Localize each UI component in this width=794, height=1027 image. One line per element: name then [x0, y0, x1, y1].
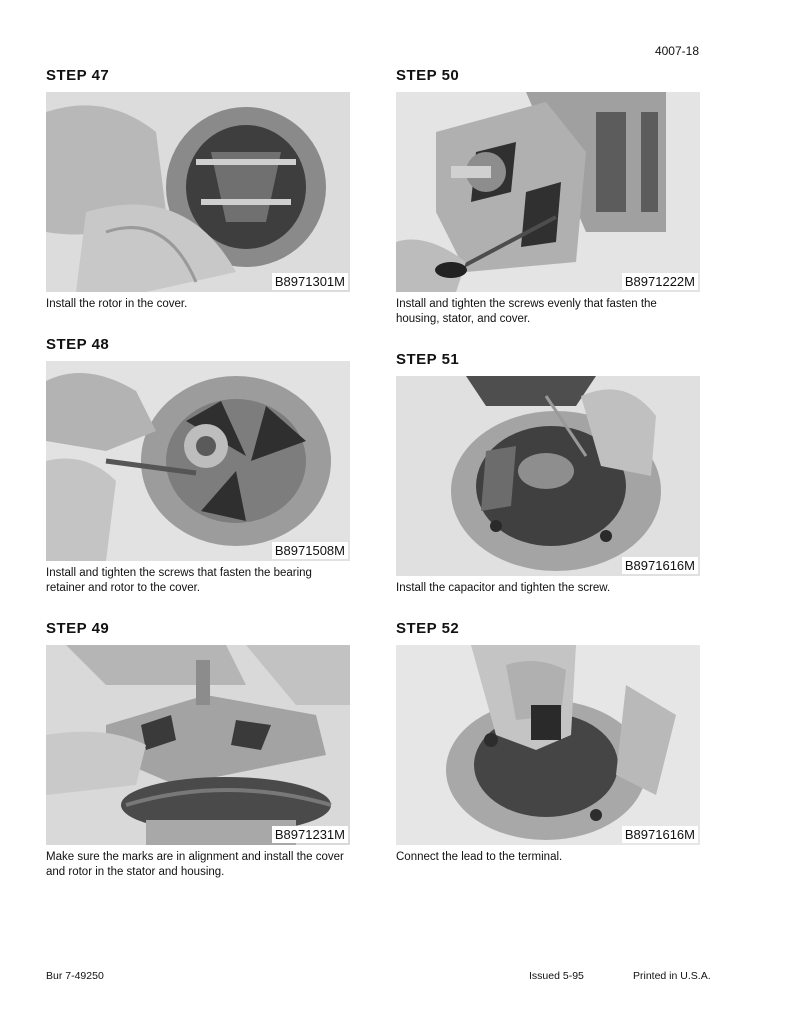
- step-caption: Install the rotor in the cover.: [46, 298, 188, 310]
- step-52: [396, 620, 700, 865]
- figure-code: B8971508M: [272, 542, 348, 559]
- step-photo: [46, 361, 350, 561]
- step-title: STEP 47: [46, 67, 110, 84]
- step-photo: [46, 645, 350, 845]
- step-47: [46, 67, 350, 312]
- step-49: [46, 620, 350, 880]
- figure-code: B8971301M: [272, 273, 348, 290]
- step-photo: [396, 92, 700, 292]
- cover-stator-alignment-photo: [46, 645, 350, 845]
- figure-code: B8971222M: [622, 273, 698, 290]
- step-caption: Install and tighten the screws that fasten the bearing retainer and rotor to the cover.: [46, 567, 312, 594]
- rotor-in-cover-photo: [46, 92, 350, 292]
- footer-document-number: Bur 7-49250: [46, 970, 104, 982]
- step-caption: Make sure the marks are in alignment and install the cover and rotor in the stator and housing.: [46, 851, 344, 878]
- step-title: STEP 49: [46, 620, 110, 637]
- bearing-retainer-photo: [46, 361, 350, 561]
- step-50: [396, 67, 700, 327]
- step-photo: [396, 645, 700, 845]
- step-caption: Install and tighten the screws evenly that fasten the housing, stator, and cover.: [396, 298, 657, 325]
- step-caption: Connect the lead to the terminal.: [396, 851, 563, 863]
- capacitor-install-photo: [396, 376, 700, 576]
- figure-code: B8971231M: [272, 826, 348, 843]
- footer-issued-date: Issued 5-95: [529, 970, 584, 982]
- step-title: STEP 50: [396, 67, 460, 84]
- step-photo: [46, 92, 350, 292]
- lead-to-terminal-photo: [396, 645, 700, 845]
- step-48: [46, 336, 350, 596]
- housing-screws-photo: [396, 92, 700, 292]
- step-caption: Install the capacitor and tighten the screw.: [396, 582, 611, 594]
- step-title: STEP 48: [46, 336, 110, 353]
- figure-code: B8971616M: [622, 557, 698, 574]
- step-title: STEP 51: [396, 351, 460, 368]
- step-51: [396, 351, 700, 596]
- step-photo: [396, 376, 700, 576]
- footer-printed-in: Printed in U.S.A.: [633, 970, 711, 982]
- step-title: STEP 52: [396, 620, 460, 637]
- page-number: 4007-18: [654, 44, 699, 58]
- figure-code: B8971616M: [622, 826, 698, 843]
